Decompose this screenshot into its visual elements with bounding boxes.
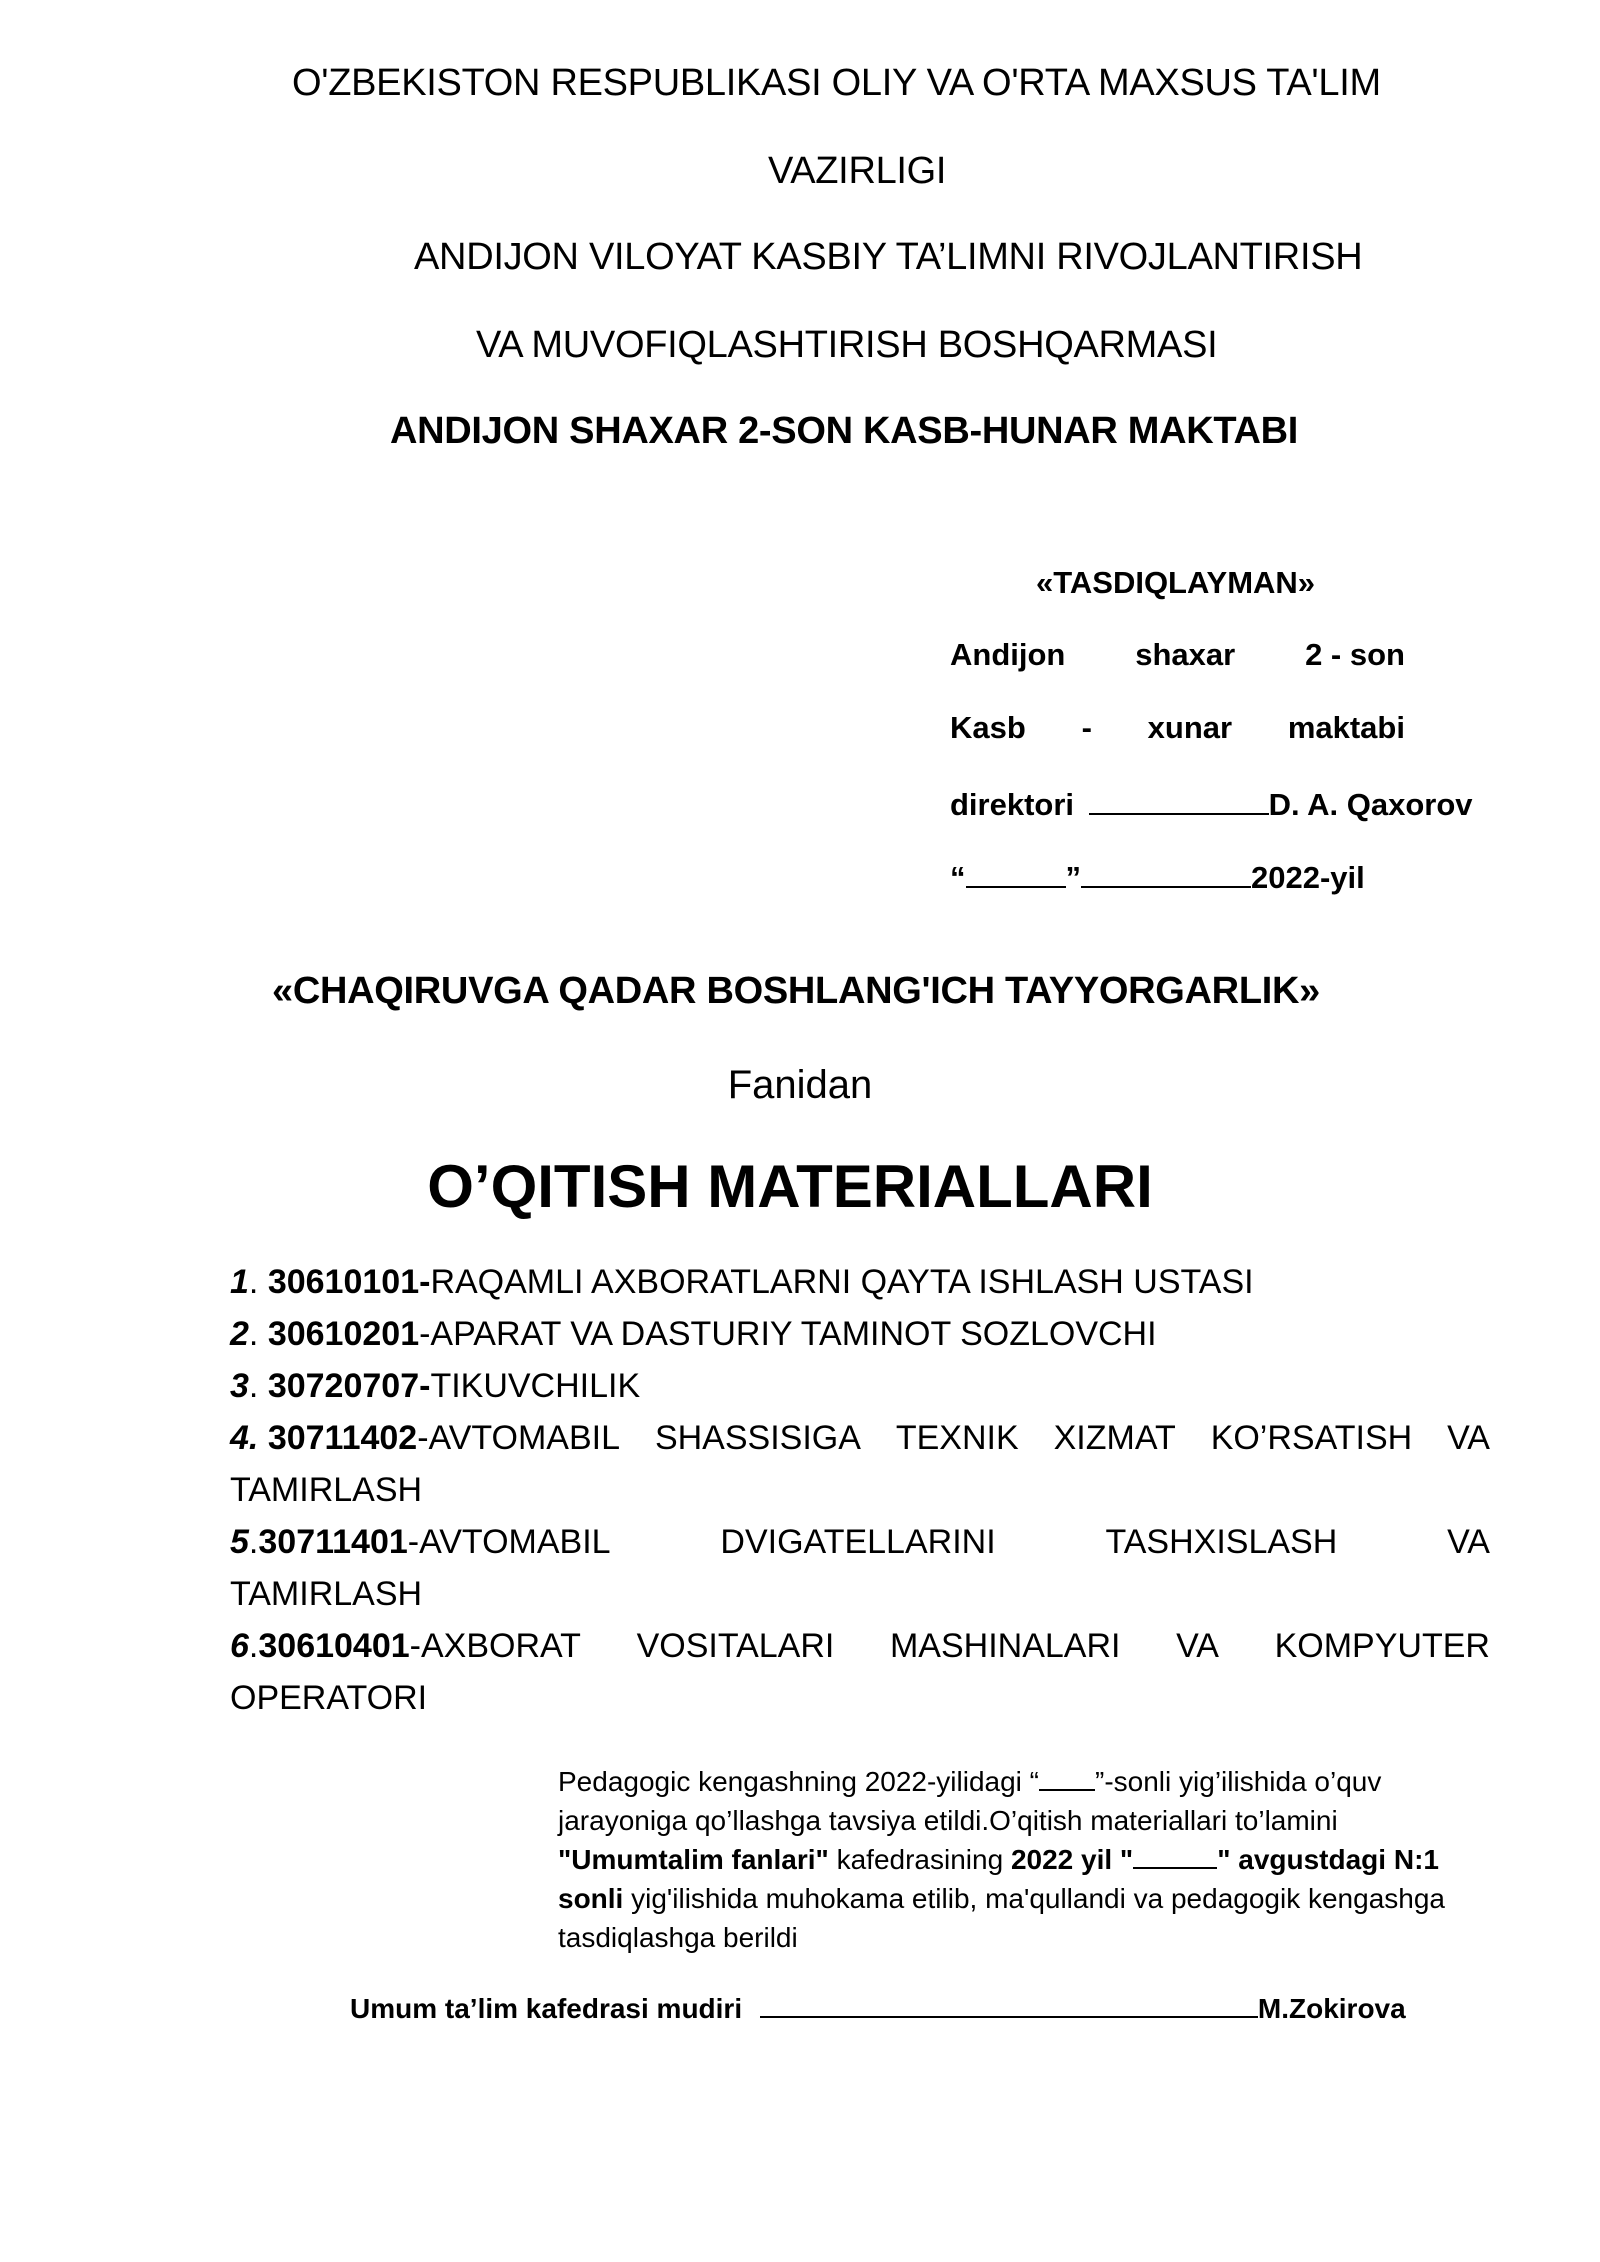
approval-word: 2 - son xyxy=(1305,637,1405,672)
date-line xyxy=(950,856,1365,896)
ministry-line-2: VAZIRLIGI xyxy=(768,150,947,192)
specialty-item: 5.30711401-AVTOMABIL DVIGATELLARINI TASHXISLASH VA xyxy=(230,1523,1490,1561)
department-head-signature xyxy=(350,1990,1406,2025)
approval-row-1 xyxy=(950,637,1405,673)
admin-line-1: ANDIJON VILOYAT KASBIY TA’LIMNI RIVOJLANTIRISH xyxy=(414,236,1363,278)
note-line-5: tasdiqlashga berildi xyxy=(558,1922,798,1953)
approval-word: shaxar xyxy=(1135,637,1236,672)
approval-word: xunar xyxy=(1147,710,1233,745)
signature-name: M.Zokirova xyxy=(1257,1993,1406,2024)
specialty-item: 2. 30610201-APARAT VA DASTURIY TAMINOT SOZLOVCHI xyxy=(230,1315,1157,1353)
specialty-item: 4. 30711402-AVTOMABIL SHASSISIGA TEXNIK XIZMAT KO’RSATISH VA xyxy=(230,1419,1490,1457)
signature-blank xyxy=(760,1990,1258,2018)
approval-word: maktabi xyxy=(1287,710,1405,745)
specialty-list xyxy=(230,1256,1490,1724)
director-line xyxy=(950,783,1473,823)
note-blank xyxy=(1133,1841,1217,1869)
approval-word: - xyxy=(1081,710,1092,745)
signature-blank xyxy=(1089,783,1269,815)
school-name: ANDIJON SHAXAR 2-SON KASB-HUNAR MAKTABI xyxy=(390,410,1299,452)
note-line-1: Pedagogic kengashning 2022-yilidagi “ ”-sonli yig’ilishida o’quv xyxy=(558,1762,1498,1801)
subject-name: «CHAQIRUVGA QADAR BOSHLANG'ICH TAYYORGARLIK» xyxy=(272,970,1320,1012)
specialty-item: 1. 30610101-RAQAMLI AXBORATLARNI QAYTA ISHLASH USTASI xyxy=(230,1263,1254,1301)
specialty-item: 6.30610401-AXBORAT VOSITALARI MASHINALARI VA KOMPYUTER xyxy=(230,1627,1490,1665)
day-blank xyxy=(966,856,1066,888)
ministry-line-1: O'ZBEKISTON RESPUBLIKASI OLIY VA O'RTA MAXSUS TA'LIM xyxy=(292,62,1381,104)
approval-note xyxy=(558,1762,1498,1957)
director-name: D. A. Qaxorov xyxy=(1268,787,1473,822)
admin-line-2: VA MUVOFIQLASHTIRISH BOSHQARMASI xyxy=(476,324,1218,366)
specialty-item-continued: TAMIRLASH xyxy=(230,1471,423,1509)
specialty-item-continued: TAMIRLASH xyxy=(230,1575,423,1613)
note-line-2: jarayoniga qo’llashga tavsiya etildi.O’qitish materiallari to’lamini xyxy=(558,1805,1338,1836)
month-blank xyxy=(1081,856,1251,888)
date-close-quote: ” xyxy=(1065,860,1081,895)
specialty-item-continued: OPERATORI xyxy=(230,1679,428,1717)
approval-row-2 xyxy=(950,710,1405,746)
approval-word: Andijon xyxy=(950,637,1066,672)
note-line-3: "Umumtalim fanlari" kafedrasining 2022 yil " " avgustdagi N:1 xyxy=(558,1840,1498,1879)
director-label: direktori xyxy=(950,787,1075,822)
main-title: O’QITISH MATERIALLARI xyxy=(427,1153,1153,1220)
specialty-item: 3. 30720707-TIKUVCHILIK xyxy=(230,1367,641,1405)
date-open-quote: “ xyxy=(950,860,966,895)
signature-label: Umum ta’lim kafedrasi mudiri xyxy=(350,1993,743,2024)
note-line-4: sonli yig'ilishida muhokama etilib, ma'qullandi va pedagogik kengashga xyxy=(558,1883,1445,1914)
date-year: 2022-yil xyxy=(1251,860,1365,895)
approval-word: Kasb xyxy=(950,710,1026,745)
approval-title: «TASDIQLAYMAN» xyxy=(1036,565,1316,600)
fanidan-label: Fanidan xyxy=(727,1063,873,1107)
note-blank xyxy=(1039,1763,1095,1791)
